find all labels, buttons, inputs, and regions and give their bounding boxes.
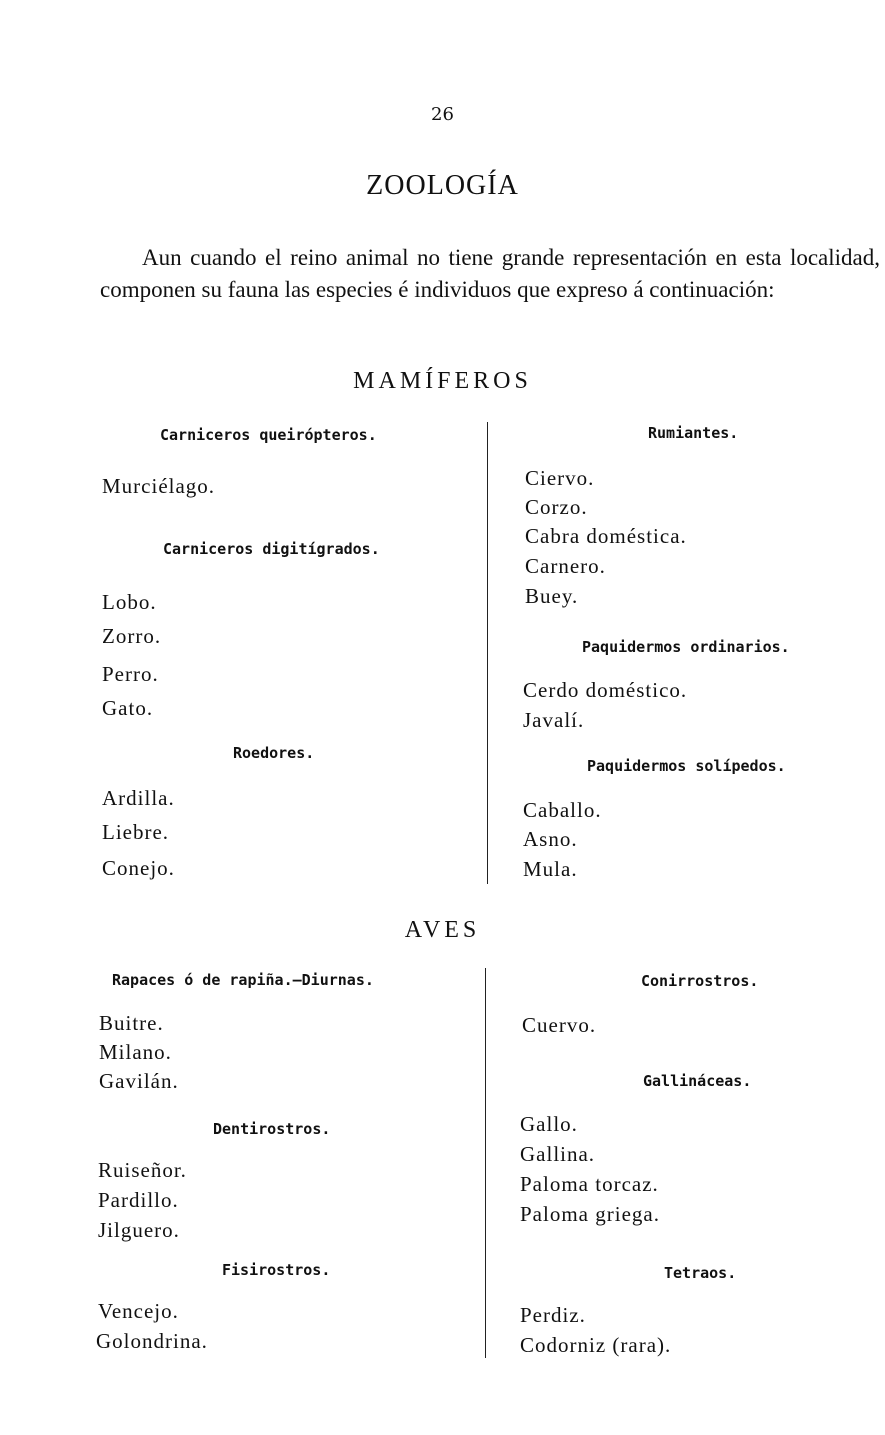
list-item: Cuervo. [522, 1013, 597, 1037]
section-heading-mamiferos: MAMÍFEROS [353, 368, 532, 394]
subheading-gallinaceas: Gallináceas. [643, 1072, 752, 1090]
list-item: Golondrina. [96, 1329, 208, 1353]
list-item: Mula. [523, 857, 578, 881]
intro-paragraph [100, 242, 880, 306]
subheading-tetraos: Tetraos. [664, 1264, 737, 1282]
list-item: Gallina. [520, 1142, 596, 1166]
subheading-fisirostros: Fisirostros. [222, 1261, 331, 1279]
list-item: Buey. [525, 584, 579, 608]
list-item: Milano. [99, 1040, 172, 1064]
page-number: 26 [431, 104, 454, 125]
list-item: Lobo. [102, 590, 157, 614]
list-item: Javalí. [523, 708, 585, 732]
list-item: Gato. [102, 696, 154, 720]
list-item: Buitre. [99, 1011, 164, 1035]
subheading-rapaces: Rapaces ó de rapiña.—Diurnas. [112, 971, 374, 989]
page-title: ZOOLOGÍA [366, 170, 519, 201]
column-divider [485, 968, 486, 1358]
column-divider [487, 422, 488, 884]
section-heading-aves: AVES [404, 917, 481, 943]
subheading-paquidermos-solipedos: Paquidermos solípedos. [587, 757, 786, 775]
list-item: Gavilán. [99, 1069, 179, 1093]
list-item: Perdiz. [520, 1303, 586, 1327]
list-item: Ciervo. [525, 466, 595, 490]
list-item: Caballo. [523, 798, 602, 822]
list-item: Murciélago. [102, 474, 216, 498]
list-item: Conejo. [102, 856, 175, 880]
intro-text: Aun cuando el reino animal no tiene grande representación en esta localidad, componen su fauna las especies é individuos que expreso á continuación: [100, 245, 880, 302]
list-item: Vencejo. [98, 1299, 179, 1323]
list-item: Zorro. [102, 624, 162, 648]
subheading-roedores: Roedores. [233, 744, 315, 762]
list-item: Perro. [102, 662, 159, 686]
list-item: Ruiseñor. [98, 1158, 187, 1182]
list-item: Carnero. [525, 554, 606, 578]
list-item: Liebre. [102, 820, 170, 844]
list-item: Cabra doméstica. [525, 524, 687, 548]
subheading-conirrostros: Conirrostros. [641, 972, 759, 990]
subheading-carniceros-digitigrados: Carniceros digitígrados. [163, 540, 380, 558]
list-item: Paloma griega. [520, 1202, 660, 1226]
subheading-rumiantes: Rumiantes. [648, 424, 739, 442]
list-item: Paloma torcaz. [520, 1172, 659, 1196]
list-item: Pardillo. [98, 1188, 179, 1212]
subheading-dentirostros: Dentirostros. [213, 1120, 331, 1138]
list-item: Asno. [523, 827, 578, 851]
list-item: Jilguero. [98, 1218, 180, 1242]
list-item: Gallo. [520, 1112, 578, 1136]
subheading-paquidermos-ordinarios: Paquidermos ordinarios. [582, 638, 790, 656]
list-item: Codorniz (rara). [520, 1333, 672, 1357]
list-item: Ardilla. [102, 786, 175, 810]
list-item: Cerdo doméstico. [523, 678, 688, 702]
subheading-carniceros-queiropteros: Carniceros queirópteros. [160, 426, 377, 444]
list-item: Corzo. [525, 495, 588, 519]
